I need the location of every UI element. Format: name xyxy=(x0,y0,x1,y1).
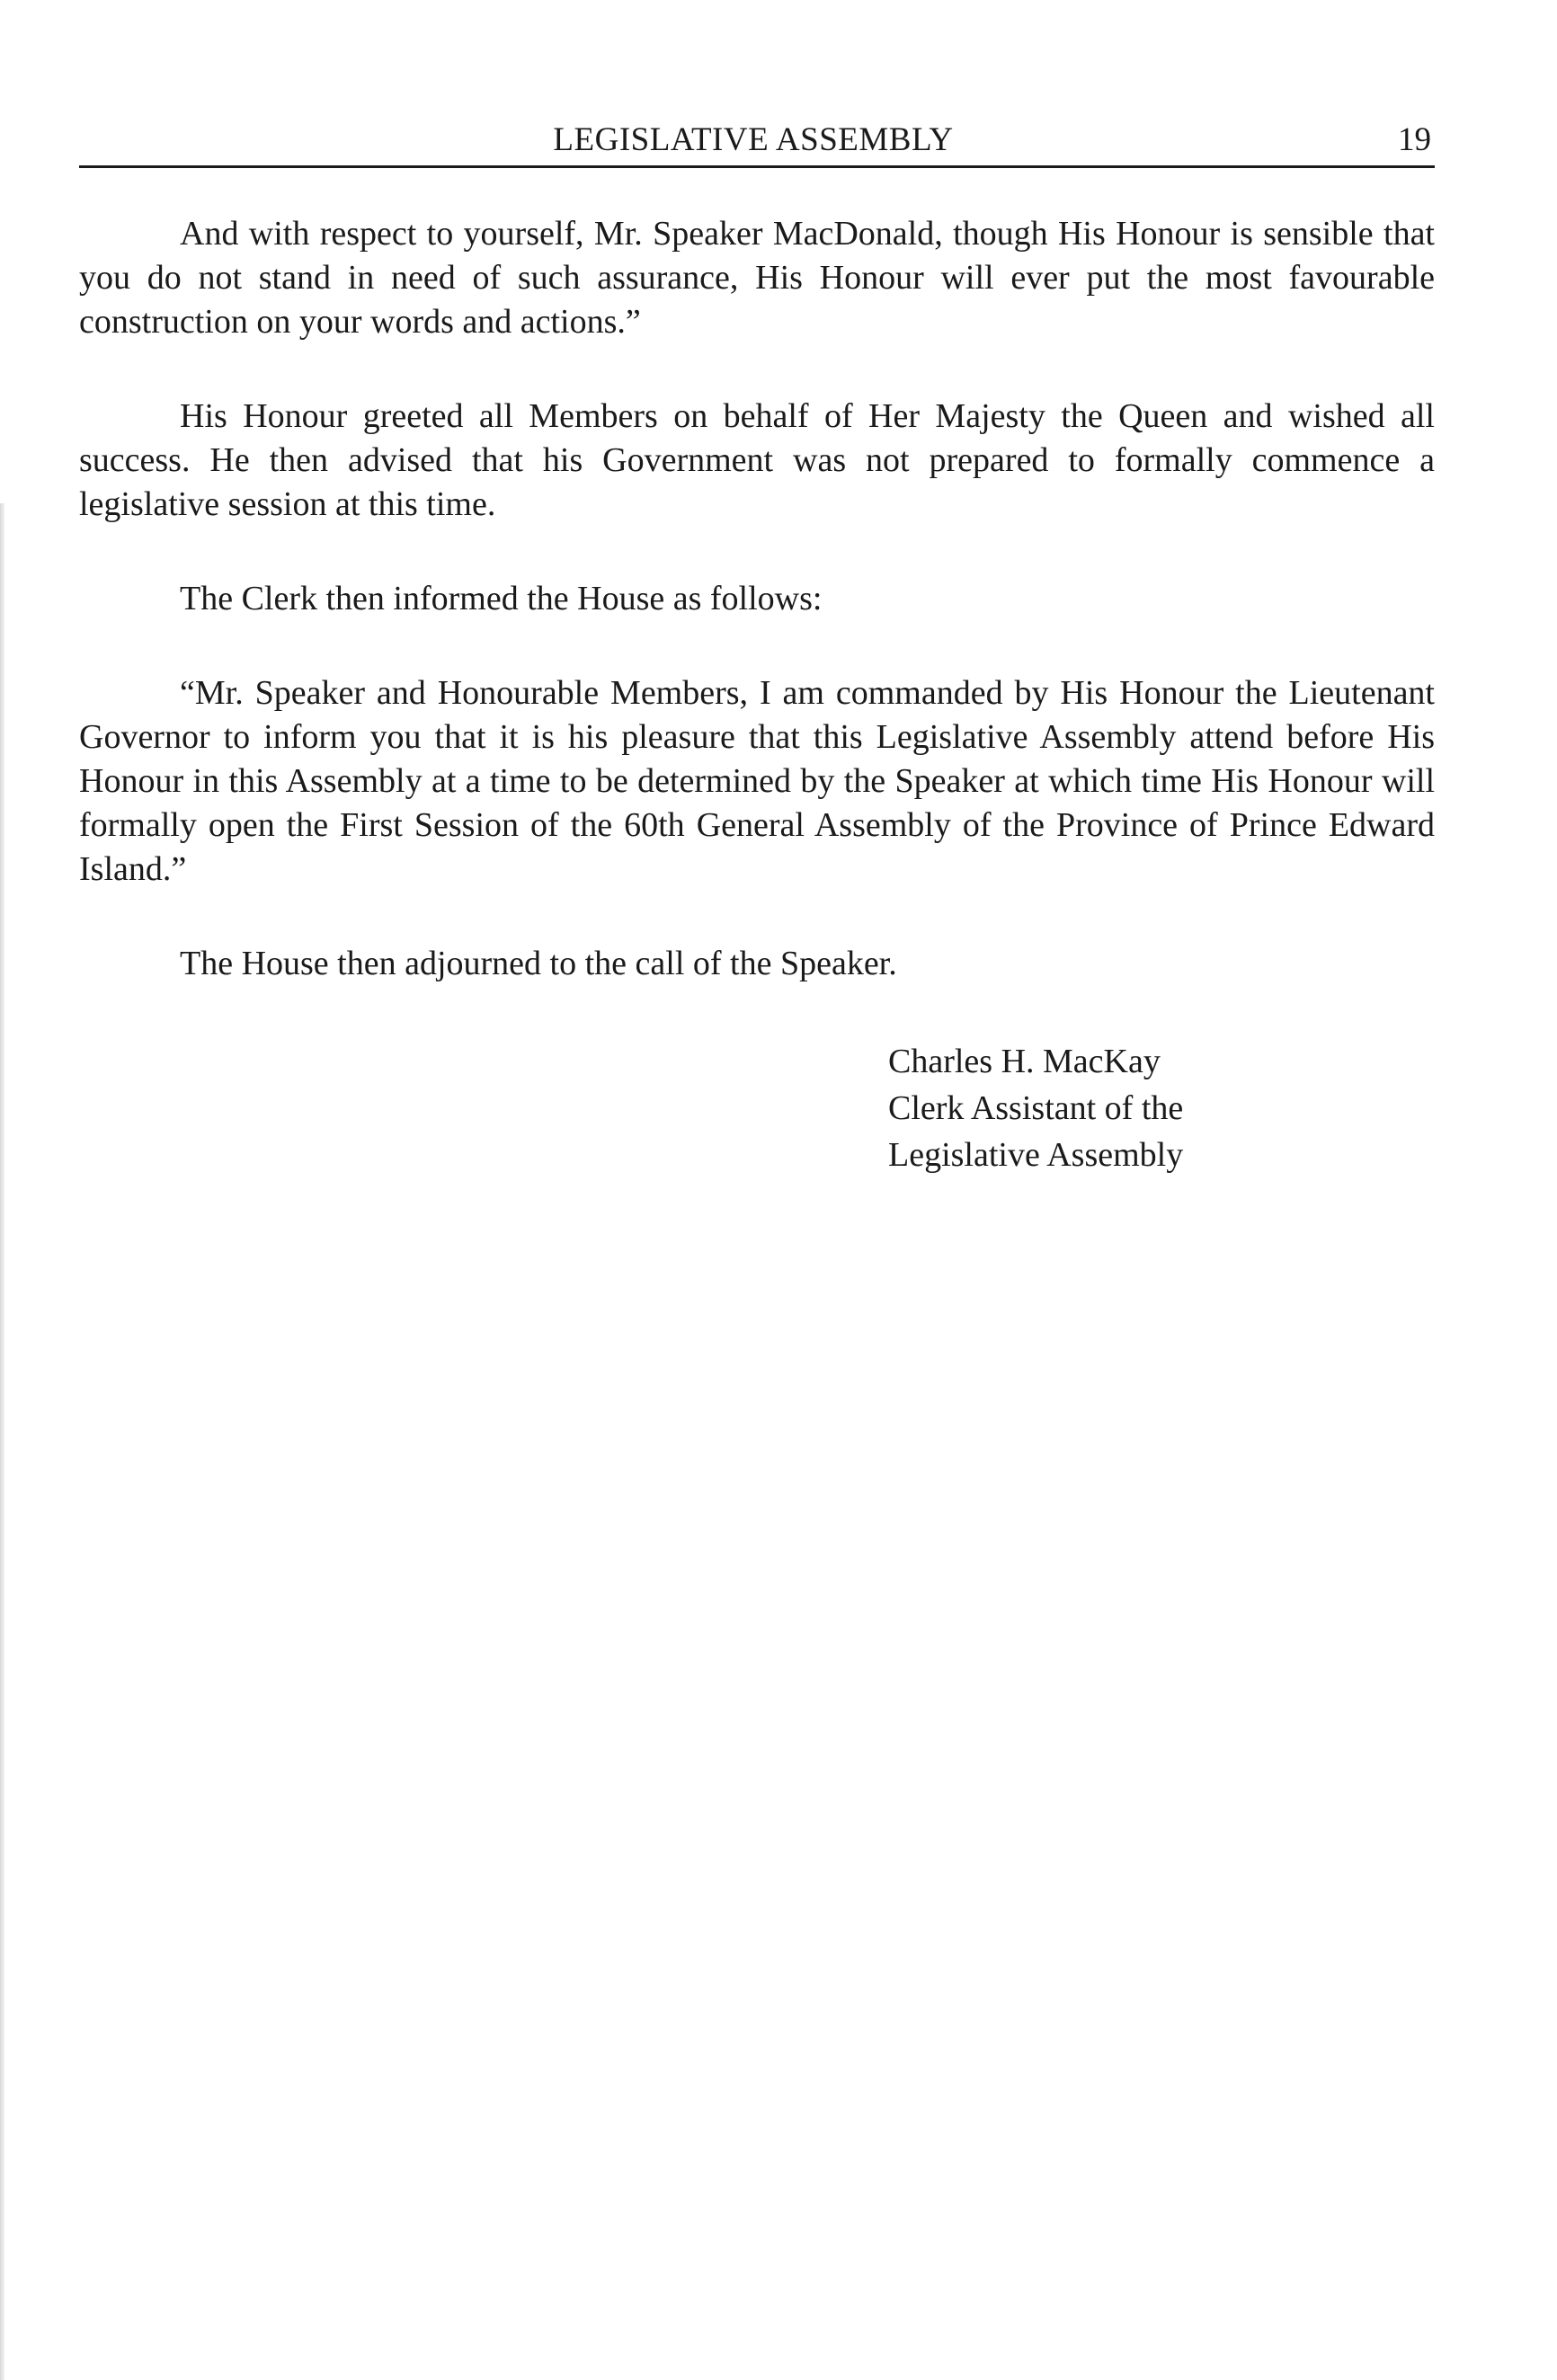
running-header xyxy=(79,115,1435,168)
signature-block xyxy=(888,1038,1183,1178)
header-title: LEGISLATIVE ASSEMBLY xyxy=(553,121,954,158)
signatory-name: Charles H. MacKay xyxy=(888,1043,1161,1080)
paragraph-clerk-informed: The Clerk then informed the House as follows: xyxy=(180,580,823,617)
page-number: 19 xyxy=(1398,121,1431,158)
paragraph-adjournment: The House then adjourned to the call of the Speaker. xyxy=(180,945,897,982)
paragraph-honour-greeting: His Honour greeted all Members on behalf of Her Majesty the Queen and wished all success. He then advised that his Government was not prepared to formally commence a legislative session at this time. xyxy=(79,397,1435,523)
body-text xyxy=(79,212,1435,1036)
signatory-title-line-2: Legislative Assembly xyxy=(888,1136,1184,1174)
paragraph-clerk-message: “Mr. Speaker and Honourable Members, I am commanded by His Honour the Lieutenant Governor to inform you that it is his pleasure that this Legislative Assembly attend before His Honour in this Assembly at a time to be determined by the Speaker at which time His Honour will formally open the First Session of the 60th General Assembly of the Province of Prince Edward Island.” xyxy=(79,674,1435,888)
paragraph-speaker-assurance: And with respect to yourself, Mr. Speaker MacDonald, though His Honour is sensible that you do not stand in need of such assurance, His Honour will ever put the most favourable construction on your words and actions.” xyxy=(79,215,1435,341)
signatory-title-line-1: Clerk Assistant of the xyxy=(888,1089,1184,1127)
scan-edge-shadow xyxy=(0,503,4,2380)
